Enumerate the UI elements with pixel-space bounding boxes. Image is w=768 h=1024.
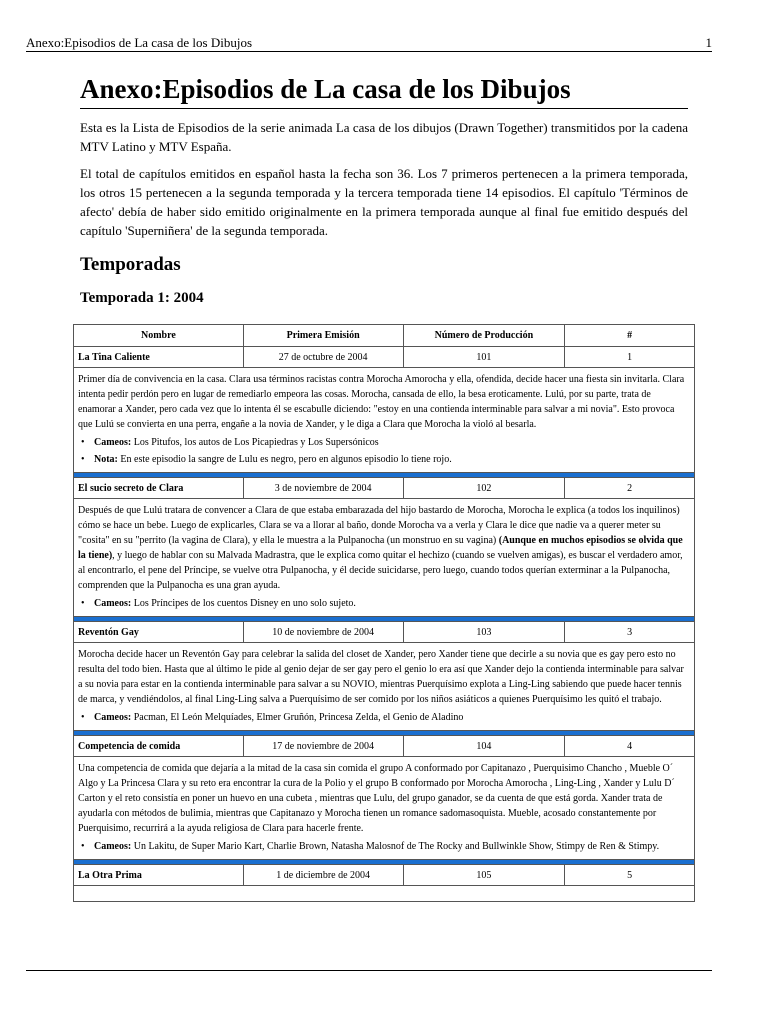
episode-number: 1 xyxy=(565,347,695,368)
episode-name: La Tina Caliente xyxy=(74,347,244,368)
episode-name: Reventón Gay xyxy=(74,622,244,643)
column-header: Primera Emisión xyxy=(243,325,403,347)
note-label: Cameos: xyxy=(94,712,132,723)
episode-production-number: 101 xyxy=(403,347,565,368)
notes-list xyxy=(78,435,690,467)
episodes-table xyxy=(73,324,695,902)
table-row xyxy=(74,886,695,902)
subsection-heading: Temporada 1: 2004 xyxy=(80,290,204,306)
column-header: Nombre xyxy=(74,325,244,347)
description-text: Una competencia de comida que dejaría a la mitad de la casa sin comida el grupo A conformado por Capitanazo , Puerquisimo Chancho , Mueble O´ Algo y La Princesa Clara y su reto era encontrar la cura de la Polio y el grupo B conformado por Morocha Amorocha , Ling-Ling , Xander y Lulu D´ Carton y el reto consistía en poner un huevo en una cubeta , mientras que Lulu, del grupo ganador, se da cuenta de que está gorda. Xander trata de ayudarla con métodos de bulimia, mientras que Capitanazo y Morocha tienen un romance sadomasoquista. Mueble, acosado constantemente por Puerquisimo, recurrirá a la ayuda religiosa de Clara para hacerle frente. xyxy=(78,763,675,834)
episode-date: 10 de noviembre de 2004 xyxy=(243,622,403,643)
table-row xyxy=(74,643,695,731)
section-heading: Temporadas xyxy=(80,254,181,275)
episode-description xyxy=(74,368,695,473)
episode-number: 5 xyxy=(565,865,695,886)
episode-number: 2 xyxy=(565,478,695,499)
notes-list xyxy=(78,839,690,854)
note-text: Pacman, El León Melquíades, Elmer Gruñón, Princesa Zelda, el Genio de Aladino xyxy=(131,712,464,723)
note-label: Cameos: xyxy=(94,598,132,609)
episode-description xyxy=(74,499,695,617)
column-header: Número de Producción xyxy=(403,325,565,347)
table-row xyxy=(74,347,695,368)
intro-paragraph: El total de capítulos emitidos en español hasta la fecha son 36. Los 7 primeros pertenecen a la primera temporada, los otros 15 pertenecen a la segunda temporada y la tercera temporada tiene 14 episodios. El capítulo 'Términos de afecto' debía de haber sido emitido originalmente en la primera temporada aunque al final fue emitido después del capítulo 'Superniñera' de la segunda temporada. xyxy=(80,166,688,238)
episode-name: Competencia de comida xyxy=(74,736,244,757)
description-text: Morocha decide hacer un Reventón Gay para celebrar la salida del closet de Xander, pero Xander tiene que decirle a su novia que es gay pero esto no resulta del todo bien. Hasta que al último le pide al genio dejar de ser gay pero el genio lo era así que Xander dejo la contienda interminable para salvar a su novia para estar en la contienda interminable para salvar a su NOVIO, mientras Puerquísimo explota a Ling-Ling sabiendo que puede hacer tennis de marca, y vendiéndolos, al final Ling-Ling salva a Puerquísimo de ser comido por los niños asiáticos a quienes Puerquísimo les quitó el trabajo. xyxy=(78,649,684,705)
note-label: Cameos: xyxy=(94,841,132,852)
running-header xyxy=(26,34,712,52)
table-row xyxy=(74,499,695,617)
description-text: , y luego de hablar con su Malvada Madrastra, que le explica como quitar el hechizo (cuando se vuelven amigas), es buscar el verdadero amor, al encontrarlo, el pene del Príncipe, se vuelve otra Pulpanocha, y él decide suicidarse, pero luego, cuando todos querían exterminar a la Pulpanocha, comprenden que la Pulpanocha es una gran ayuda. xyxy=(78,550,683,591)
episode-production-number: 105 xyxy=(403,865,565,886)
episode-name: La Otra Prima xyxy=(74,865,244,886)
episode-description xyxy=(74,757,695,860)
episode-date: 27 de octubre de 2004 xyxy=(243,347,403,368)
description-text: Primer día de convivencia en la casa. Clara usa términos racistas contra Morocha Amorocha y ella, ofendida, decide hacer una fiesta sin invitarla. Clara intenta pedir perdón pero en lugar de remediarlo empeora las cosas. Morocha, cansada de ello, la besa eroticamente. Lulú, por su parte, trata de enamorar a Xander, pero cada vez que lo intenta él se escabulle diciendo: "estoy en una contienda interminable para salvar a mi novia". Esto provoca que Lulú se convierta en una perra, engañe a la novia de Xander, y le diga a Clara que Morocha la violó al besarla. xyxy=(78,374,685,430)
list-item xyxy=(78,710,690,725)
footer-rule xyxy=(26,970,712,971)
page-number: 1 xyxy=(705,35,712,50)
table-row xyxy=(74,757,695,860)
page-title: Anexo:Episodios de La casa de los Dibujos xyxy=(80,72,688,109)
episode-number: 4 xyxy=(565,736,695,757)
table-row xyxy=(74,622,695,643)
episode-production-number: 102 xyxy=(403,478,565,499)
intro-paragraph: Esta es la Lista de Episodios de la serie animada La casa de los dibujos (Drawn Together) transmitidos por la cadena MTV Latino y MTV España. xyxy=(80,120,688,154)
note-label: Cameos: xyxy=(94,437,132,448)
table-row xyxy=(74,478,695,499)
episode-date: 1 de diciembre de 2004 xyxy=(243,865,403,886)
notes-list xyxy=(78,596,690,611)
table-row xyxy=(74,736,695,757)
episode-date: 17 de noviembre de 2004 xyxy=(243,736,403,757)
description-bold-text: (Aunque en muchos episodios se olvida que la tiene) xyxy=(78,535,683,561)
episode-description xyxy=(74,886,695,902)
column-header: # xyxy=(565,325,695,347)
table-row xyxy=(74,865,695,886)
notes-list xyxy=(78,710,690,725)
episode-production-number: 104 xyxy=(403,736,565,757)
table-header-row xyxy=(74,325,695,347)
note-text: Los Príncipes de los cuentos Disney en uno solo sujeto. xyxy=(131,598,356,609)
note-text: Un Lakitu, de Super Mario Kart, Charlie Brown, Natasha Malosnof de The Rocky and Bullwinkle Show, Stimpy de Ren & Stimpy. xyxy=(131,841,660,852)
episode-production-number: 103 xyxy=(403,622,565,643)
list-item xyxy=(78,452,690,467)
episode-date: 3 de noviembre de 2004 xyxy=(243,478,403,499)
running-header-title: Anexo:Episodios de La casa de los Dibujos xyxy=(26,35,253,50)
list-item xyxy=(78,596,690,611)
episode-number: 3 xyxy=(565,622,695,643)
intro-section xyxy=(80,118,688,248)
episode-description xyxy=(74,643,695,731)
table-row xyxy=(74,368,695,473)
description-text: Después de que Lulú tratara de convencer a Clara de que estaba embarazada del hijo bastardo de Morocha, Morocha le explica (a todos los inquilinos) cómo se hace un bebe. Luego de explicarles, Clara se va a llorar al baño, donde Morocha va a verla y Clara le dice que nadie va a querer meter su "cosita" en su "perrito (la vagina de Clara), y ella le muestra a la Pulpanocha (un monstruo en su vagina) xyxy=(78,505,680,546)
note-label: Nota: xyxy=(94,454,118,465)
episode-name: El sucio secreto de Clara xyxy=(74,478,244,499)
note-text: En este episodio la sangre de Lulu es negro, pero en algunos episodio lo tiene rojo. xyxy=(117,454,452,465)
note-text: Los Pitufos, los autos de Los Picapiedras y Los Supersónicos xyxy=(131,437,379,448)
list-item xyxy=(78,435,690,450)
list-item xyxy=(78,839,690,854)
